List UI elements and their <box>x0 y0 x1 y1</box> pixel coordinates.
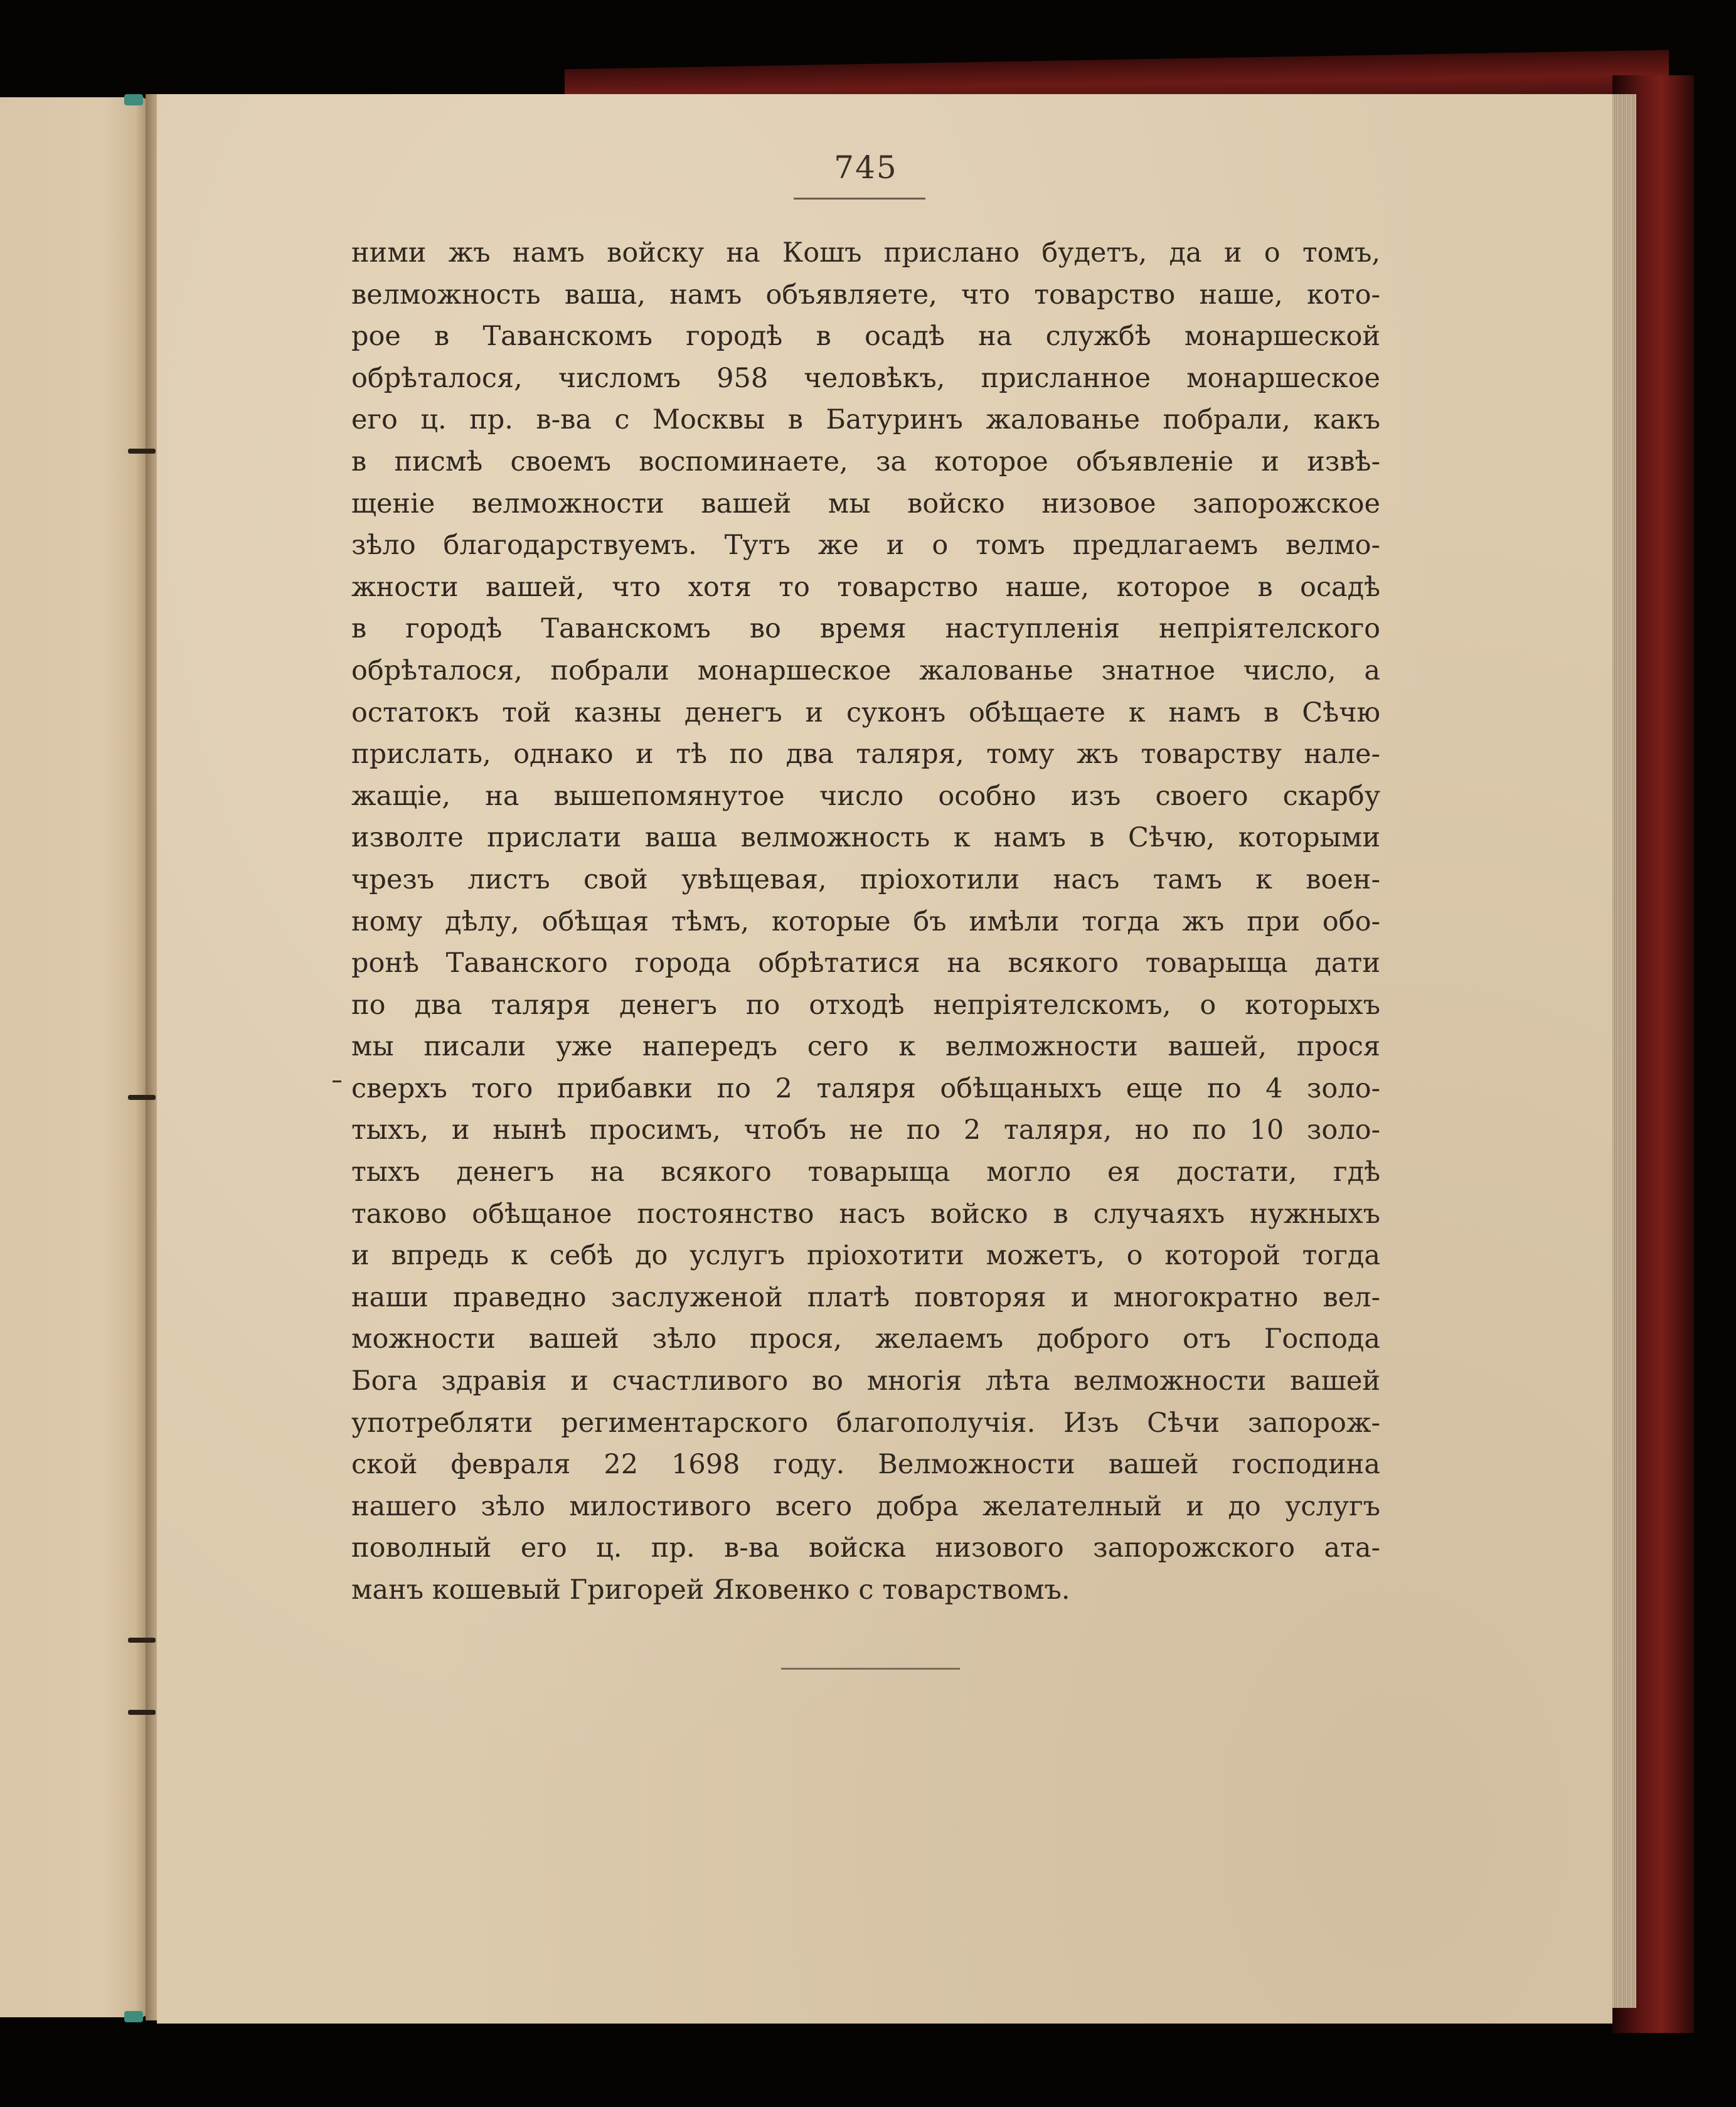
end-rule <box>781 1668 960 1670</box>
text-line: зѣло благодарствуемъ. Тутъ же и о томъ предлагаемъ велмо- <box>351 530 1380 562</box>
facing-page <box>0 97 147 2017</box>
text-line: наши праведно заслуженой платѣ повторяя и многократно вел- <box>351 1281 1380 1313</box>
binding-stitch <box>128 1095 156 1100</box>
text-line: тыхъ, и нынѣ просимъ, чтобъ не по 2 таляря, но по 10 золо- <box>351 1114 1380 1146</box>
text-line: мы писали уже напередъ сего к велможности вашей, прося <box>351 1031 1380 1063</box>
text-line: употребляти региментарского благополучія. Изъ Сѣчи запорож- <box>351 1407 1380 1439</box>
text-line: жащіе, на вышепомянутое число особно изъ своего скарбу <box>351 780 1380 812</box>
binding-thread-top <box>124 94 143 105</box>
text-line: велможность ваша, намъ объявляете, что товарство наше, кото- <box>351 279 1380 311</box>
text-line: в городѣ Таванскомъ во время наступленія непріятелского <box>351 613 1380 645</box>
text-line: ному дѣлу, обѣщая тѣмъ, которые бъ имѣли тогда жъ при обо- <box>351 905 1380 937</box>
text-line: изволте прислати ваша велможность к намъ в Сѣчю, которыми <box>351 822 1380 854</box>
text-line: сверхъ того прибавки по 2 таляря обѣщаныхъ еще по 4 золо- <box>351 1072 1380 1104</box>
text-line: ронѣ Таванского города обрѣтатися на всякого товарыща дати <box>351 947 1380 979</box>
text-line: его ц. пр. в-ва с Москвы в Батуринъ жалованье побрали, какъ <box>351 404 1380 436</box>
text-line: прислать, однако и тѣ по два таляря, тому жъ товарству нале- <box>351 739 1380 771</box>
text-line: Бога здравія и счастливого во многія лѣта велможности вашей <box>351 1365 1380 1397</box>
text-line: чрезъ листъ свой увѣщевая, пріохотили насъ тамъ к воен- <box>351 863 1380 895</box>
text-line: обрѣталося, числомъ 958 человѣкъ, присланное монаршеское <box>351 362 1380 394</box>
text-line: нашего зѣло милостивого всего добра желателный и до услугъ <box>351 1490 1380 1522</box>
text-line: манъ кошевый Григорей Яковенко с товарствомъ. <box>351 1574 1070 1606</box>
binding-stitch <box>128 449 156 454</box>
text-line: в писмѣ своемъ воспоминаете, за которое объявленіе и извѣ- <box>351 445 1380 477</box>
text-line: ской февраля 22 1698 году. Велможности вашей господина <box>351 1449 1380 1481</box>
page-number-rule <box>794 198 925 200</box>
text-line: жности вашей, что хотя то товарство наше, которое в осадѣ <box>351 571 1380 603</box>
text-line: поволный его ц. пр. в-ва войска низового запорожского ата- <box>351 1532 1380 1564</box>
page-number: 745 <box>834 149 898 186</box>
text-line: рое в Таванскомъ городѣ в осадѣ на службѣ монаршеской <box>351 321 1380 353</box>
text-line: щеніе велможности вашей мы войско низовое запорожское <box>351 488 1380 520</box>
text-line: ними жъ намъ войску на Кошъ прислано будетъ, да и о томъ, <box>351 237 1380 269</box>
text-line: остатокъ той казны денегъ и суконъ обѣщаете к намъ в Сѣчю <box>351 696 1380 728</box>
text-line: таково обѣщаное постоянство насъ войско в случаяхъ нужныхъ <box>351 1198 1380 1230</box>
binding-stitch <box>128 1710 156 1715</box>
text-line: обрѣталося, побрали монаршеское жалованье знатное число, а <box>351 654 1380 686</box>
text-line: можности вашей зѣло прося, желаемъ доброго отъ Господа <box>351 1323 1380 1355</box>
binding-stitch <box>128 1638 156 1643</box>
text-line: и впредь к себѣ до услугъ пріохотити можетъ, о которой тогда <box>351 1240 1380 1272</box>
body-text <box>351 232 1380 1611</box>
text-line: тыхъ денегъ на всякого товарыща могло ея достати, гдѣ <box>351 1156 1380 1188</box>
margin-mark <box>333 1080 341 1082</box>
text-line: по два таляря денегъ по отходѣ непріятелскомъ, о которыхъ <box>351 989 1380 1021</box>
binding-thread-bottom <box>124 2011 143 2022</box>
